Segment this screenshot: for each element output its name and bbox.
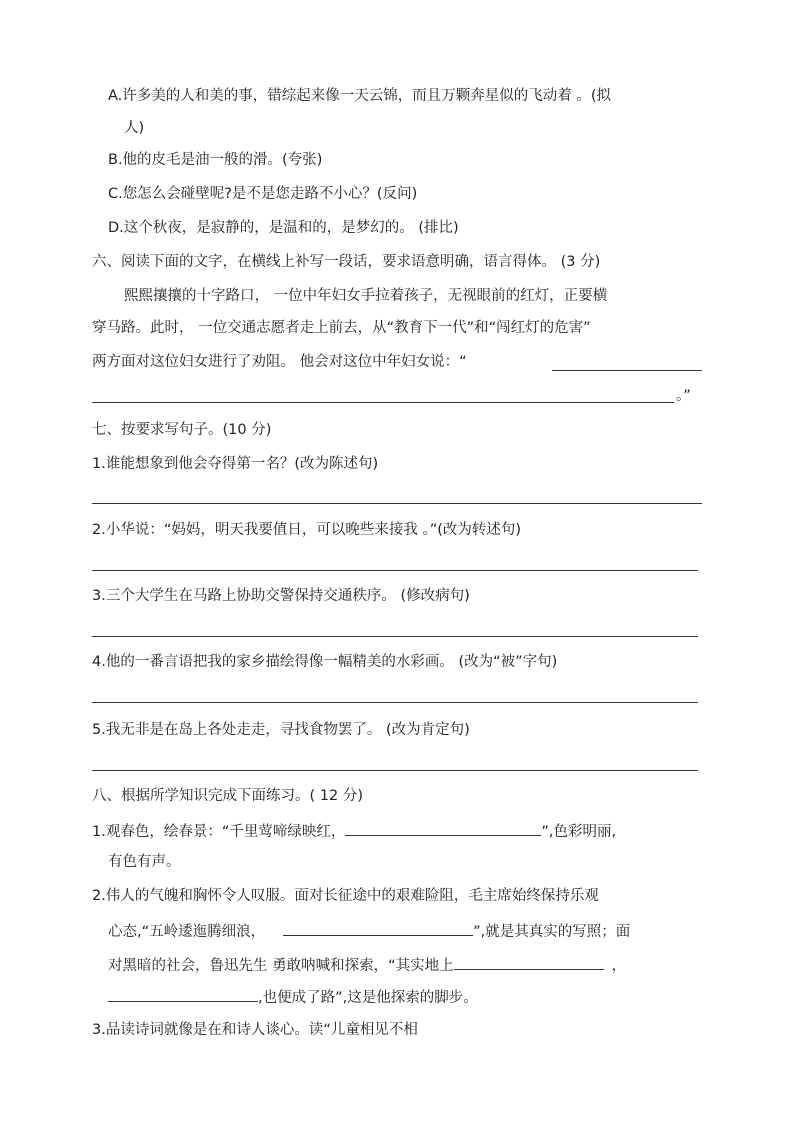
answer-line-7-1[interactable]: [92, 503, 702, 504]
fill-blank-8-2c[interactable]: [108, 986, 258, 1002]
option-d: D.这个秋夜，是寂静的，是温和的，是梦幻的。 (排比): [108, 220, 459, 236]
question-8-2-text-c1: 对黑暗的社会，鲁迅先生 勇敢呐喊和探索，“其实地上: [108, 958, 454, 974]
question-8-1-text-a: 1.观春色，绘春景：“千里莺啼绿映红，: [92, 824, 346, 840]
section-6-answer-blank-1[interactable]: [552, 370, 702, 371]
question-8-2-line4: [108, 986, 478, 1008]
option-a-line2: 人): [124, 120, 145, 136]
answer-line-7-5[interactable]: [92, 770, 698, 771]
question-7-3: 3.三个大学生在马路上协助交警保持交通秩序。 (修改病句): [92, 588, 470, 604]
question-8-2-text-c2: ，: [611, 958, 627, 974]
question-7-5: 5.我无非是在岛上各处走走，寻找食物罢了。 (改为肯定句): [92, 722, 470, 738]
section-6-heading: 六、阅读下面的文字，在横线上补写一段话，要求语意明确，语言得体。 (3 分): [92, 254, 601, 270]
section-6-para-line1: 熙熙攘攘的十字路口， 一位中年妇女手拉着孩子，无视眼前的红灯，正要横: [124, 288, 608, 304]
option-b: B.他的皮毛是油一般的滑。(夸张): [108, 152, 323, 168]
answer-line-7-2[interactable]: [92, 570, 698, 571]
question-8-2-text-d: ,也便成了路”,这是他探索的脚步。: [258, 990, 478, 1006]
fill-blank-8-2b[interactable]: [454, 954, 604, 970]
question-7-2: 2.小华说：“妈妈，明天我要值日，可以晚些来接我 。”(改为转述句): [92, 522, 522, 538]
question-7-4: 4.他的一番言语把我的家乡描绘得像一幅精美的水彩画。 (改为“被”字句): [92, 654, 558, 670]
question-7-1: 1.谁能想象到他会夺得第一名？(改为陈述句): [92, 456, 379, 472]
question-8-2-line2: [108, 920, 630, 942]
section-8-heading: 八、根据所学知识完成下面练习。( 12 分): [92, 788, 363, 804]
question-8-2-line1: 2.伟人的气魄和胸怀令人叹服。面对长征途中的艰难险阻，毛主席始终保持乐观: [92, 888, 599, 904]
option-a-line1: A.许多美的人和美的事，错综起来像一天云锦，而且万颗奔星似的飞动着 。(拟: [108, 88, 612, 104]
question-8-2-text-b2: ”,就是其真实的写照；面: [473, 924, 631, 940]
section-6-para-line3: 两方面对这位妇女进行了劝阻。 他会对这位中年妇女说：“: [92, 354, 467, 370]
section-6-para-line2: 穿马路。此时， 一位交通志愿者走上前去，从“教育下一代”和“闯红灯的危害”: [92, 320, 591, 336]
question-8-1-text-b: ”,色彩明丽,: [541, 824, 617, 840]
section-6-closing-quote: 。”: [676, 388, 691, 404]
section-6-answer-blank-2[interactable]: [92, 402, 674, 403]
fill-blank-8-1[interactable]: [345, 820, 541, 836]
answer-line-7-4[interactable]: [92, 702, 698, 703]
fill-blank-8-2a[interactable]: [283, 920, 473, 936]
question-8-2-line3: [108, 954, 626, 976]
question-8-3-line1: 3.品读诗词就像是在和诗人谈心。读“儿童相见不相: [92, 1022, 418, 1038]
question-8-1-line1: [92, 820, 616, 842]
question-8-2-text-b1: 心态,“五岭逶迤腾细浪，: [108, 924, 266, 940]
answer-line-7-3[interactable]: [92, 636, 698, 637]
section-7-heading: 七、按要求写句子。(10 分): [92, 422, 272, 438]
option-c: C.您怎么会碰壁呢?是不是您走路不小心？(反问): [108, 186, 418, 202]
question-8-1-line2: 有色有声。: [108, 854, 181, 870]
